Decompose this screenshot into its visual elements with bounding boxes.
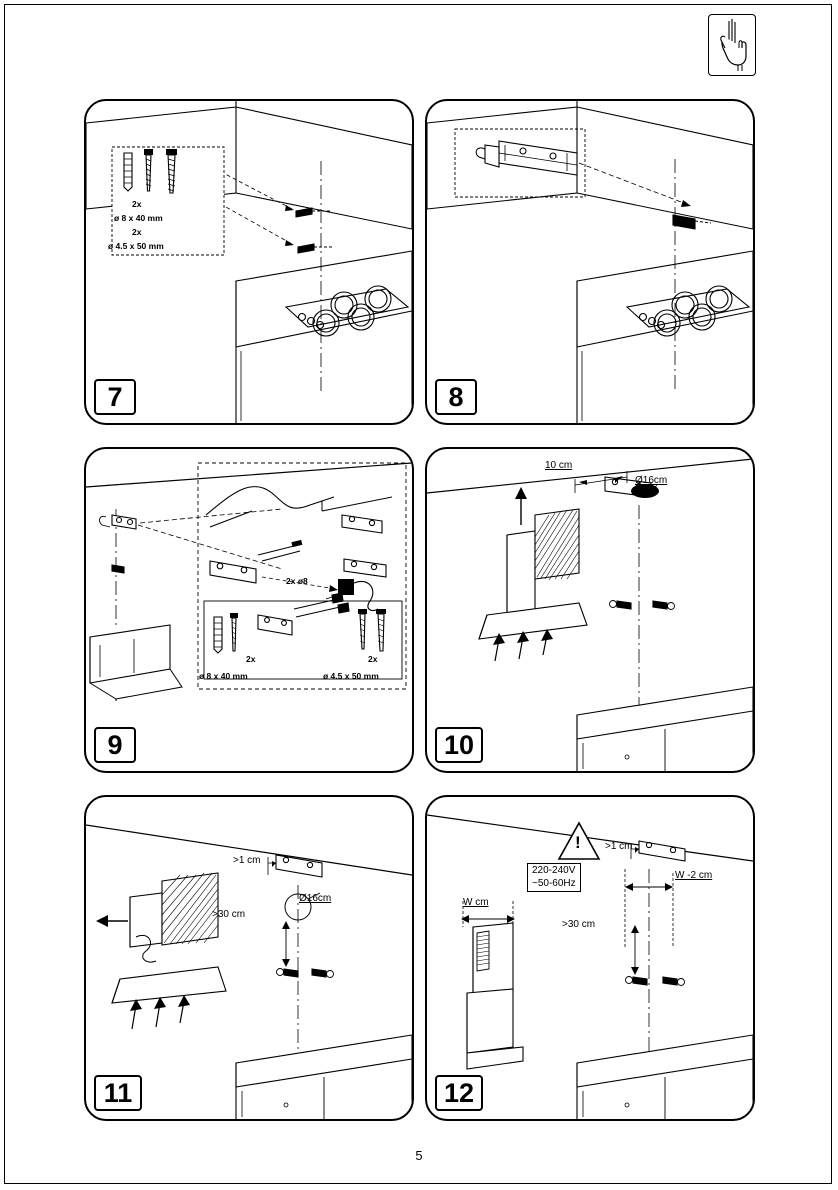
label-step7-3: ø 4.5 x 50 mm — [108, 241, 164, 251]
label-step7-0: 2x — [132, 199, 142, 209]
illustration-step-11 — [86, 797, 412, 1119]
label-step12-distance: >30 cm — [562, 919, 596, 930]
panel-step-11 — [84, 795, 414, 1121]
illustration-step-12 — [427, 797, 753, 1119]
label-step12-0: >1 cm — [605, 841, 633, 852]
label-step9-2: ø 8 x 40 mm — [199, 671, 248, 681]
label-step11-1: Ø16cm — [299, 893, 332, 904]
hand-pointing-icon-box — [708, 14, 756, 76]
label-step11-2: >30 cm — [212, 909, 246, 920]
panel-step-10 — [425, 447, 755, 773]
label-step12-width: W cm — [463, 897, 489, 908]
frequency-value: ~50-60Hz — [532, 877, 576, 889]
illustration-step-7 — [86, 101, 412, 423]
step-number-7: 7 — [94, 379, 136, 415]
illustration-step-8 — [427, 101, 753, 423]
label-step12-voltage — [527, 863, 581, 892]
panel-step-8 — [425, 99, 755, 425]
label-step9-0: 2x ø8 — [286, 576, 308, 586]
label-step11-0: >1 cm — [233, 855, 261, 866]
page-number: 5 — [415, 1148, 423, 1163]
illustration-step-10 — [427, 449, 753, 771]
step-number-9: 9 — [94, 727, 136, 763]
step-number-12: 12 — [435, 1075, 483, 1111]
label-step9-4: ø 4.5 x 50 mm — [323, 671, 379, 681]
voltage-value: 220-240V — [532, 865, 576, 876]
panel-step-7 — [84, 99, 414, 425]
panel-step-12 — [425, 795, 755, 1121]
panel-step-9 — [84, 447, 414, 773]
label-step10-0: 10 cm — [545, 460, 573, 471]
label-step10-1: Ø16cm — [635, 475, 668, 486]
label-step7-2: 2x — [132, 227, 142, 237]
step-number-11: 11 — [94, 1075, 142, 1111]
label-step9-1: 2x — [246, 654, 256, 664]
label-step7-1: ø 8 x 40 mm — [114, 213, 163, 223]
label-step12-warning-mark: ! — [575, 833, 581, 852]
label-step12-width-minus: W -2 cm — [675, 870, 713, 881]
step-number-8: 8 — [435, 379, 477, 415]
illustration-step-9 — [86, 449, 412, 771]
hand-pointing-icon — [709, 15, 755, 75]
step-number-10: 10 — [435, 727, 483, 763]
label-step9-3: 2x — [368, 654, 378, 664]
